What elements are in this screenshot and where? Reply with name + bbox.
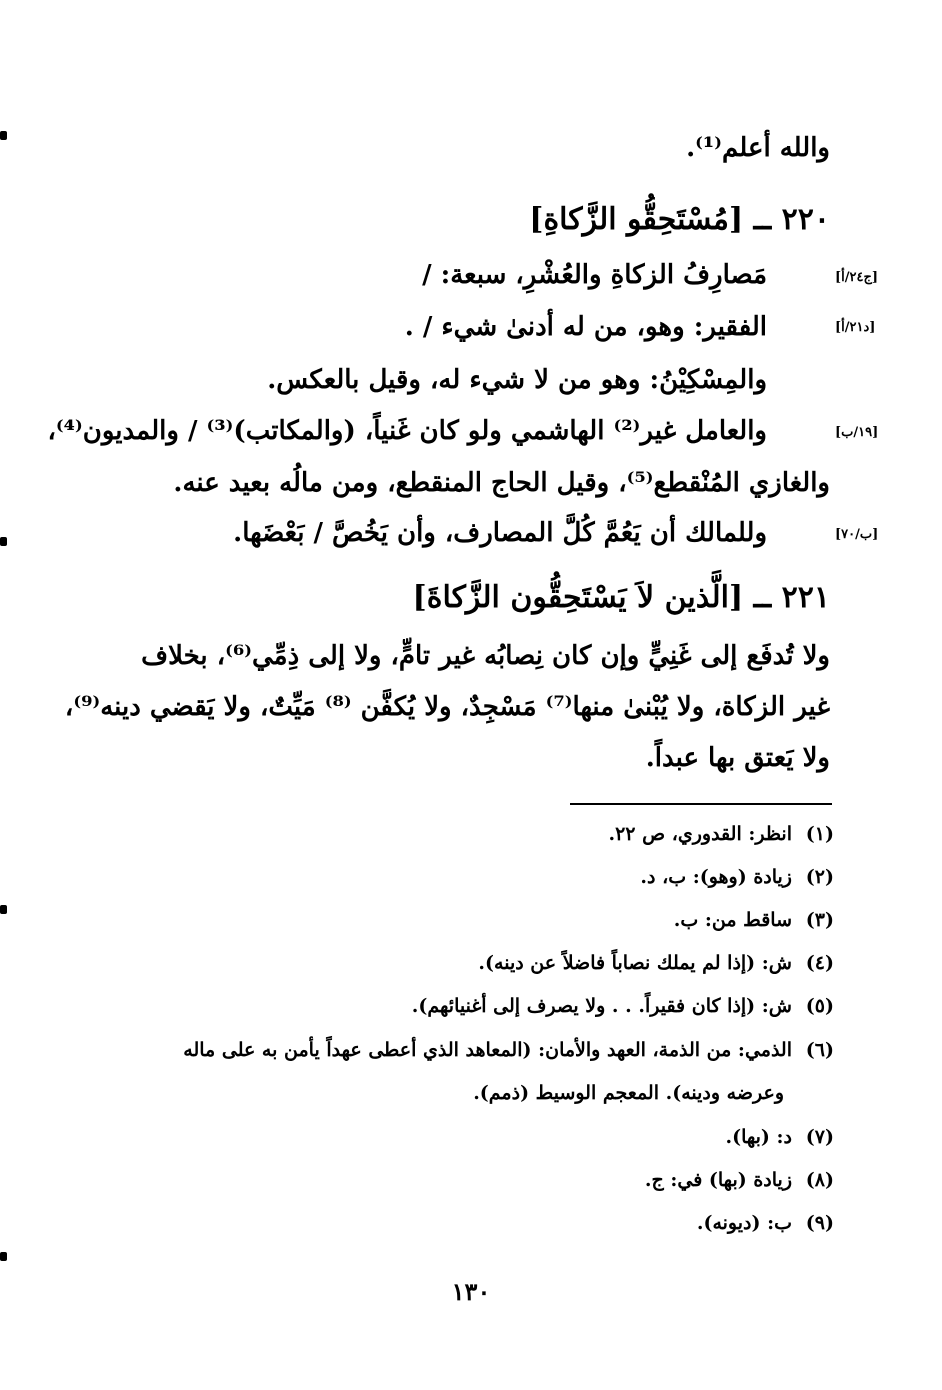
footnote-text: ش: (إذا لم يملك نصاباً فاضلاً عن دينه). [478,952,792,974]
body-line: والغازي المُنْقطع⁽⁵⁾، وقيل الحاج المنقطع، ومن مالُه بعيد عنه. [173,468,830,498]
body-line: والمِسْكِيْنُ: وهو من لا شيء له، وقيل بالعكس. [267,365,767,395]
footnote [183,1039,834,1061]
footnote [640,866,834,888]
footnote-number: (٥) [805,995,834,1017]
footnote [412,995,834,1017]
footnote-text: الذمي: من الذمة، العهد والأمان: (المعاهد الذي أعطى عهداً يأمن به على ماله [183,1039,792,1061]
footnote-number: (٩) [805,1212,834,1234]
footnote-number: (٣) [805,909,834,931]
footnote-number: (٨) [805,1169,834,1191]
body-line: ولا تُدفَع إلى غَنِيٍّ وإن كان نِصابُه غير تامٍّ، ولا إلى ذِمِّي⁽⁶⁾، بخلاف [141,641,830,671]
footnote-number: (٢) [805,866,834,888]
footnote-text: انظر: القدوري، ص ٢٢. [608,823,792,845]
footnote-text: د: (بها). [725,1126,792,1148]
footnote [697,1212,834,1234]
body-line: الفقير: وهو، من له أدنىٰ شيء / . [404,312,767,342]
scan-edge-mark [0,905,7,914]
footnote [478,952,834,974]
footnote [725,1126,834,1148]
footnote-number: (٦) [805,1039,834,1061]
margin-reference: [ج٢٤/أ] [835,270,879,285]
footnote-text: ش: (إذا كان فقيراً. . . ولا يصرف إلى أغنيائهم). [411,995,792,1017]
footnote [608,823,834,845]
scan-edge-mark [0,1252,7,1261]
margin-reference: [١٩/ب] [835,425,879,440]
section-heading: ٢٢١ ــ [الَّذين لاَ يَسْتَحِقُّون الزَّكاةَ] [412,580,830,615]
margin-reference: [د٢١/أ] [835,320,876,335]
body-line: ولا يَعتق بها عبداً. [645,743,830,773]
footnote [674,909,834,931]
footnote-text: ساقط من: ب. [673,909,792,931]
footnote-number: (٤) [805,952,834,974]
scan-edge-mark [0,537,7,546]
section-heading: ٢٢٠ ــ [مُسْتَحِقُّو الزَّكاةِ] [529,202,830,237]
body-line: والله أعلم⁽¹⁾. [686,133,830,163]
footnote-text: ب: (ديونه). [696,1212,792,1234]
scan-edge-mark [0,131,7,140]
page-number: ١٣٠ [451,1277,491,1306]
footnote [645,1169,834,1191]
footnote-text: زيادة (وهو): ب، د. [640,866,792,888]
margin-reference: [ب/٧٠] [835,527,879,542]
footnote-separator [570,803,832,805]
footnote-number: (٧) [805,1126,834,1148]
footnote-continuation: وعرضه ودينه). المعجم الوسيط (ذمم). [473,1082,784,1104]
footnote-text: زيادة (بها) في: ج. [644,1169,792,1191]
body-line: غير الزكاة، ولا يُبْنىٰ منها⁽⁷⁾ مَسْجِدٌ، ولا يُكفَّن ⁽⁸⁾ مَيِّتٌ، ولا يَقضي دينه⁽⁹⁾، [64,692,830,722]
body-line: مَصارِفُ الزكاةِ والعُشْرِ، سبعة: / [422,260,767,290]
body-line: والعامل غير⁽²⁾ الهاشمي ولو كان غَنياً، (والمكاتب)⁽³⁾ / والمديون⁽⁴⁾، [47,416,767,446]
footnote-number: (١) [805,823,834,845]
body-line: وللمالك أن يَعُمَّ كُلَّ المصارف، وأن يَخُصَّ / بَعْضَها. [233,518,767,548]
